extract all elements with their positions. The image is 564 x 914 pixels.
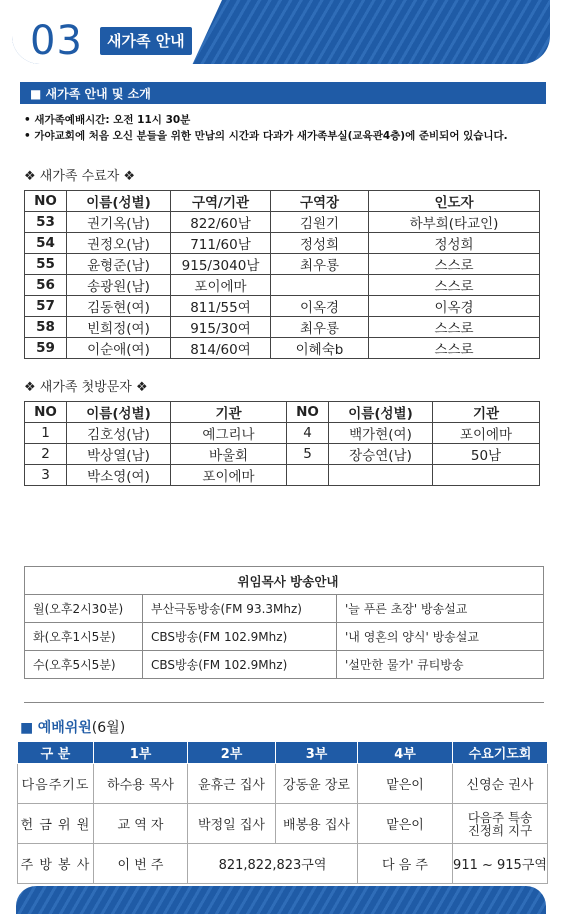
table-row — [25, 465, 540, 486]
visitors-heading: ❖ 새가족 첫방문자 ❖ — [24, 380, 148, 395]
cell: 2 — [25, 444, 67, 465]
col-no: NO — [25, 191, 67, 212]
table-header-row — [25, 402, 540, 423]
cell: 스스로 — [369, 338, 540, 359]
section-number: 03 — [30, 18, 83, 64]
table-row — [25, 317, 540, 338]
cell: 김동현(여) — [67, 296, 171, 317]
cell: '내 영혼의 양식' 방송설교 — [337, 623, 544, 651]
cell: 김원기 — [271, 212, 369, 233]
cell: 백가현(여) — [329, 423, 433, 444]
col-name-2: 이름(성별) — [329, 402, 433, 423]
col-service-1: 1부 — [94, 742, 188, 764]
cell: 교 역 자 — [94, 804, 188, 844]
cell: 915/30여 — [171, 317, 271, 338]
broadcast-title-row — [25, 567, 544, 595]
cell: 정성희 — [271, 233, 369, 254]
cell: 빈희정(여) — [67, 317, 171, 338]
cell: 이옥경 — [369, 296, 540, 317]
cell: 814/60여 — [171, 338, 271, 359]
cell: 정성희 — [369, 233, 540, 254]
cell: 711/60남 — [171, 233, 271, 254]
broadcast-table — [24, 566, 544, 679]
table-row — [25, 623, 544, 651]
visitors-table — [24, 401, 540, 486]
graduates-table — [24, 190, 540, 359]
table-header-row — [25, 191, 540, 212]
cell — [287, 465, 329, 486]
cell: 911 ~ 915구역 — [453, 844, 548, 884]
cell: 56 — [25, 275, 67, 296]
cell: CBS방송(FM 102.9Mhz) — [143, 623, 337, 651]
cell: 811/55여 — [171, 296, 271, 317]
table-row — [18, 764, 548, 804]
cell: 하부희(타교인) — [369, 212, 540, 233]
table-row — [25, 595, 544, 623]
row-label: 다음주기도 — [18, 764, 94, 804]
col-name: 이름(성별) — [67, 402, 171, 423]
cell: 최우룡 — [271, 317, 369, 338]
table-row — [25, 254, 540, 275]
cell: 다 음 주 — [358, 844, 453, 884]
cell: 이순애(여) — [67, 338, 171, 359]
cell: 화(오후1시5분) — [25, 623, 143, 651]
table-row — [25, 444, 540, 465]
cell: 5 — [287, 444, 329, 465]
table-row — [25, 338, 540, 359]
col-no: NO — [25, 402, 67, 423]
table-header-row — [18, 742, 548, 764]
table-row — [25, 212, 540, 233]
cell: '설만한 물가' 큐티방송 — [337, 651, 544, 679]
cell — [453, 804, 548, 844]
table-row — [25, 423, 540, 444]
cell: 55 — [25, 254, 67, 275]
cell — [329, 465, 433, 486]
cell: 하수용 목사 — [94, 764, 188, 804]
col-guide: 인도자 — [369, 191, 540, 212]
intro-heading: ■ 새가족 안내 및 소개 — [20, 82, 546, 104]
cell: 맡은이 — [358, 764, 453, 804]
cell: 스스로 — [369, 275, 540, 296]
cell: 821,822,823구역 — [188, 844, 358, 884]
cell — [271, 275, 369, 296]
cell: 포이에마 — [433, 423, 540, 444]
worship-heading-title: 예배위원 — [37, 720, 92, 736]
graduates-heading: ❖ 새가족 수료자 ❖ — [24, 169, 136, 184]
cell: 월(오후2시30분) — [25, 595, 143, 623]
square-bullet-icon: ■ — [20, 720, 34, 736]
table-row — [25, 296, 540, 317]
col-district: 구역/기관 — [171, 191, 271, 212]
cell: 1 — [25, 423, 67, 444]
cell: 최우룡 — [271, 254, 369, 275]
table-row — [18, 804, 548, 844]
cell: 이 번 주 — [94, 844, 188, 884]
worship-heading — [20, 717, 125, 737]
table-row — [25, 651, 544, 679]
cell: 권기옥(남) — [67, 212, 171, 233]
col-name: 이름(성별) — [67, 191, 171, 212]
cell: 권정오(남) — [67, 233, 171, 254]
cell: 맡은이 — [358, 804, 453, 844]
cell: 57 — [25, 296, 67, 317]
cell: 53 — [25, 212, 67, 233]
cell: 부산극동방송(FM 93.3Mhz) — [143, 595, 337, 623]
cell: 강동윤 장로 — [276, 764, 358, 804]
cell: 54 — [25, 233, 67, 254]
col-org-2: 기관 — [433, 402, 540, 423]
cell: 신영순 권사 — [453, 764, 548, 804]
col-service-3: 3부 — [276, 742, 358, 764]
cell: 822/60남 — [171, 212, 271, 233]
cell: 50남 — [433, 444, 540, 465]
cell — [433, 465, 540, 486]
col-service-4: 4부 — [358, 742, 453, 764]
cell: 예그리나 — [171, 423, 287, 444]
col-no-2: NO — [287, 402, 329, 423]
col-org: 기관 — [171, 402, 287, 423]
cell: 이옥경 — [271, 296, 369, 317]
worship-table — [17, 741, 548, 884]
table-row — [25, 233, 540, 254]
table-row — [25, 275, 540, 296]
cell: 김호성(남) — [67, 423, 171, 444]
cell: CBS방송(FM 102.9Mhz) — [143, 651, 337, 679]
cell: 박정일 집사 — [188, 804, 276, 844]
cell: 4 — [287, 423, 329, 444]
intro-line-1: • 새가족예배시간: 오전 11시 30분 — [24, 114, 191, 126]
worship-heading-month: (6월) — [91, 720, 126, 736]
cell: 송광원(남) — [67, 275, 171, 296]
cell-line: 진정희 지구 — [467, 822, 533, 838]
cell: 59 — [25, 338, 67, 359]
col-leader: 구역장 — [271, 191, 369, 212]
col-service-2: 2부 — [188, 742, 276, 764]
row-label: 주 방 봉 사 — [18, 844, 94, 884]
col-category: 구 분 — [18, 742, 94, 764]
section-title: 새가족 안내 — [100, 27, 192, 55]
row-label: 헌 금 위 원 — [18, 804, 94, 844]
cell: 윤형준(남) — [67, 254, 171, 275]
cell: 58 — [25, 317, 67, 338]
cell: 포이에마 — [171, 275, 271, 296]
cell: 박소영(여) — [67, 465, 171, 486]
col-wednesday: 수요기도회 — [453, 742, 548, 764]
cell: 박상열(남) — [67, 444, 171, 465]
cell: 3 — [25, 465, 67, 486]
divider — [24, 702, 544, 703]
intro-line-2: • 가야교회에 처음 오신 분들을 위한 만남의 시간과 다과가 새가족부실(교육관4층)에 준비되어 있습니다. — [24, 130, 508, 142]
cell: 장승연(남) — [329, 444, 433, 465]
table-row — [18, 844, 548, 884]
cell: 스스로 — [369, 254, 540, 275]
cell: '늘 푸른 초장' 방송설교 — [337, 595, 544, 623]
cell: 윤휴근 집사 — [188, 764, 276, 804]
cell: 915/3040남 — [171, 254, 271, 275]
cell: 포이에마 — [171, 465, 287, 486]
cell: 스스로 — [369, 317, 540, 338]
cell-line: 다음주 특송 — [467, 809, 533, 825]
cell: 수(오후5시5분) — [25, 651, 143, 679]
broadcast-title: 위임목사 방송안내 — [25, 567, 544, 595]
cell: 이혜숙b — [271, 338, 369, 359]
cell: 바울회 — [171, 444, 287, 465]
cell: 배봉용 집사 — [276, 804, 358, 844]
bottom-banner — [16, 886, 546, 914]
